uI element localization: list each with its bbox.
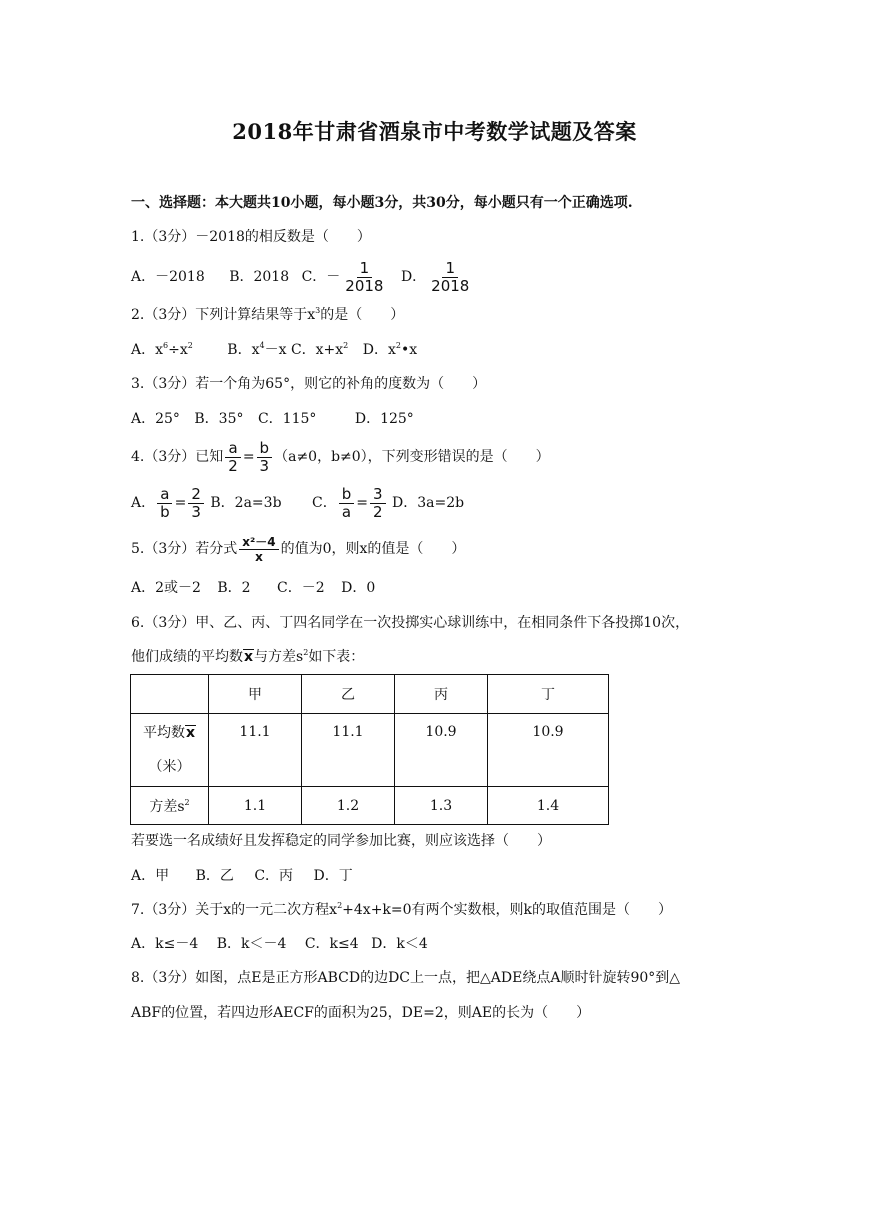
option-b: B．2018: [229, 269, 290, 285]
option-c: C．k≤4: [304, 936, 359, 952]
row-label-variance: 方差$s^2$: [131, 787, 209, 825]
table-cell: 1.3: [395, 787, 488, 825]
table-header-cell: 甲: [209, 675, 302, 714]
option-b: B．乙: [195, 868, 234, 884]
table-cell: 1.4: [488, 787, 609, 825]
section-heading: 一、选择题：本大题共10小题，每小题3分，共30分，每小题只有一个正确选项.: [131, 195, 633, 211]
option-b: B．$x^4-x$: [227, 341, 287, 358]
table-cell: 10.9: [488, 714, 609, 787]
option-d: D．: [400, 269, 427, 285]
question-6-options: [131, 866, 353, 886]
question-6-stem: 6.（3分）甲、乙、丙、丁四名同学在一次投掷实心球训练中，在相同条件下各投掷10次，: [131, 615, 690, 631]
table-header-cell: [131, 675, 209, 714]
option-c: C． $\frac{b}{a}$ = $\frac{3}{2}$: [312, 495, 388, 511]
table-cell: 1.2: [302, 787, 395, 825]
option-c: C．－2: [277, 580, 325, 596]
option-d: D．0: [341, 580, 376, 596]
question-6-prompt: 若要选一名成绩好且发挥稳定的同学参加比赛，则应该选择（ ）: [131, 833, 551, 849]
option-a: A．k≤－4: [131, 936, 199, 952]
table-row: [131, 714, 609, 787]
option-a: A． $\frac{a}{b}$ = $\frac{2}{3}$: [131, 495, 206, 511]
option-b: B．35°: [194, 411, 244, 427]
table-cell: 11.1: [209, 714, 302, 787]
option-b: B．2: [217, 580, 251, 596]
option-b: B．2a=3b: [210, 495, 282, 511]
question-7-options: [131, 934, 428, 954]
question-8-stem: 8.（3分）如图，点E是正方形ABCD的边DC上一点，把△ADE绕点A顺时针旋转90°到△: [131, 970, 681, 986]
page-title: 2018年甘肃省酒泉市中考数学试题及答案: [232, 119, 637, 144]
question-6-stem-continued: 他们成绩的平均数x与方差$s^2$如下表：: [131, 648, 365, 665]
question-2-stem: 2.（3分）下列计算结果等于$x^3$的是（ ）: [131, 306, 405, 323]
option-a: A．2或－2: [131, 580, 201, 596]
option-d: D．3a=2b: [391, 495, 465, 511]
option-d: D．丁: [313, 868, 353, 884]
option-a: A．25°: [131, 411, 180, 427]
table-cell: 11.1: [302, 714, 395, 787]
mean-symbol: x: [185, 725, 196, 741]
option-c: C．$x+x^2$: [290, 341, 349, 358]
table-header-row: [131, 675, 609, 714]
question-4-stem: 4.（3分）已知 $\frac{a}{2}$ = $\frac{b}{3}$ （a≠0，b≠0），下列变形错误的是（ ）: [131, 438, 550, 475]
option-a: A．$x^6\div x^2$: [131, 341, 193, 358]
question-7-stem: 7.（3分）关于x的一元二次方程$x^2+4x+k=0$有两个实数根，则k的取值范围是（ ）: [131, 901, 673, 918]
mean-symbol: x: [244, 649, 254, 665]
option-d: D．$x^2•x$: [362, 341, 418, 358]
option-a: A．甲: [131, 868, 170, 884]
question-8-stem-continued: ABF的位置，若四边形AECF的面积为25，DE=2，则AE的长为（ ）: [131, 1005, 591, 1021]
scores-table: [130, 674, 609, 825]
row-label-mean: 平均数x （米）: [131, 714, 209, 787]
table-row: [131, 787, 609, 825]
table-cell: 1.1: [209, 787, 302, 825]
option-d: D．k＜4: [371, 936, 428, 952]
option-d: D．125°: [354, 411, 414, 427]
option-c: C．丙: [254, 868, 294, 884]
table-header-cell: 丙: [395, 675, 488, 714]
fraction-d: $\frac{1}{2018}$: [431, 258, 470, 295]
question-1-stem: 1.（3分）－2018的相反数是（ ）: [131, 229, 371, 245]
fraction-c: $\frac{1}{2018}$: [345, 258, 384, 295]
fraction-b-over-3: $\frac{b}{3}$: [257, 441, 273, 474]
option-b: B．k＜－4: [216, 936, 287, 952]
table-header-cell: 乙: [302, 675, 395, 714]
fraction-x2-minus-4-over-x: $\frac{\text{x²－4}}{x}$: [239, 536, 278, 563]
fraction-a-over-2: $\frac{a}{2}$: [225, 441, 241, 474]
option-a: A．－2018: [131, 269, 205, 285]
option-c: C．115°: [257, 411, 317, 427]
question-4-options: [131, 484, 464, 522]
table-cell: 10.9: [395, 714, 488, 787]
question-1-options: [131, 258, 474, 296]
option-c: C．－: [301, 269, 341, 285]
question-2-options: [131, 340, 417, 360]
question-5-options: [131, 578, 375, 598]
question-5-stem: 5.（3分）若分式 $\frac{\text{x²－4}}{x}$ 的值为0，则x的值是（ ）: [131, 534, 466, 564]
question-3-stem: 3.（3分）若一个角为65°，则它的补角的度数为（ ）: [131, 376, 487, 392]
question-3-options: [131, 409, 414, 429]
table-header-cell: 丁: [488, 675, 609, 714]
